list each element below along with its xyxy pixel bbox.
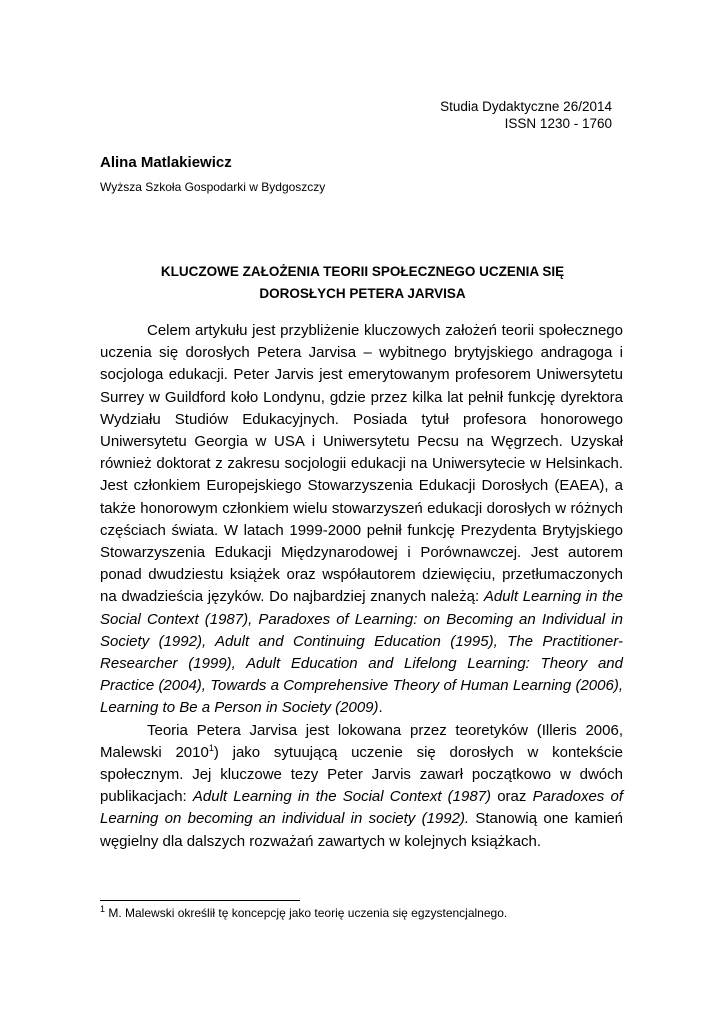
paragraph-1-book-list: Adult Learning in the Social Context (1987), Paradoxes of Learning: on Becoming an Individual in Society (1992), Adult and Continuing Education (1995), The Practitioner-Researcher (1999), Adult Education and Lifelong Learning: Theory and Practice (2004), Towards a Comprehensive Theory of Human Learning (2006), Learning to Be a Person in Society (2009) (100, 588, 623, 717)
footnote-number: 1 (100, 904, 106, 914)
paragraph-2-book-1: Adult Learning in the Social Context (1987) (192, 788, 492, 806)
paragraph-2-text-b: ) jako sytuującą uczenie się dorosłych w kontekście społecznym. Jej kluczowe tezy Peter Jarvis zawarł początkowo w dwóch publikacjach: (100, 743, 623, 806)
footnote (100, 906, 507, 920)
article-title-line-2: DOROSŁYCH PETERA JARVISA (259, 286, 466, 301)
journal-name: Studia Dydaktyczne 26/2014 (440, 99, 612, 114)
paragraph-2-text-d: Stanowią one kamień węgielny dla dalszych rozważań zawartych w kolejnych książkach. (100, 810, 624, 850)
paragraph-1-end: . (378, 699, 383, 717)
body-paragraph-2 (100, 720, 623, 853)
paragraph-2-text-c: oraz (491, 788, 533, 806)
journal-header (440, 98, 612, 132)
article-body (100, 320, 623, 853)
article-title-line-1: KLUCZOWE ZAŁOŻENIA TEORII SPOŁECZNEGO UCZENIA SIĘ (160, 264, 565, 279)
author-affiliation: Wyższa Szkoła Gospodarki w Bydgoszczy (100, 180, 326, 194)
footnote-reference[interactable]: 1 (208, 742, 214, 753)
paragraph-2-text-a: Teoria Petera Jarvisa jest lokowana przez teoretyków (Illeris 2006, Malewski 2010 (100, 721, 623, 761)
issn: ISSN 1230 - 1760 (504, 116, 612, 131)
paragraph-2-book-2: Paradoxes of Learning on becoming an individual in society (1992). (100, 788, 624, 828)
article-title (100, 261, 625, 305)
paragraph-1-text: Celem artykułu jest przybliżenie kluczowych założeń teorii społecznego uczenia się dorosłych Petera Jarvisa – wybitnego brytyjskiego andragoga i socjologa edukacji. Peter Jarvis jest emerytowanym profesorem Uniwersytetu Surrey w Guildford koło Londynu, gdzie przez kilka lat pełnił funkcję dyrektora Wydziału Studiów Edukacyjnych. Posiada tytuł profesora honorowego Uniwersytetu Georgia w USA i Uniwersytetu Pecsu na Węgrzech. Uzyskał również doktorat z zakresu socjologii edukacji na Uniwersytecie w Helsinkach. Jest członkiem Europejskiego Stowarzyszenia Edukacji Dorosłych (EAEA), a także honorowym członkiem wielu stowarzyszeń edukacji dorosłych w różnych częściach świata. W latach 1999-2000 pełnił funkcję Prezydenta Brytyjskiego Stowarzyszenia Edukacji Międzynarodowej i Porównawczej. Jest autorem ponad dwudziestu książek oraz współautorem dziewięciu, przetłumaczonych na dwadzieścia języków. Do najbardziej znanych należą: (100, 322, 623, 606)
body-paragraph-1 (100, 320, 623, 720)
footnote-text: M. Malewski określił tę koncepcję jako teorię uczenia się egzystencjalnego. (105, 906, 508, 920)
author-name: Alina Matlakiewicz (100, 154, 232, 171)
footnote-separator (100, 900, 300, 901)
